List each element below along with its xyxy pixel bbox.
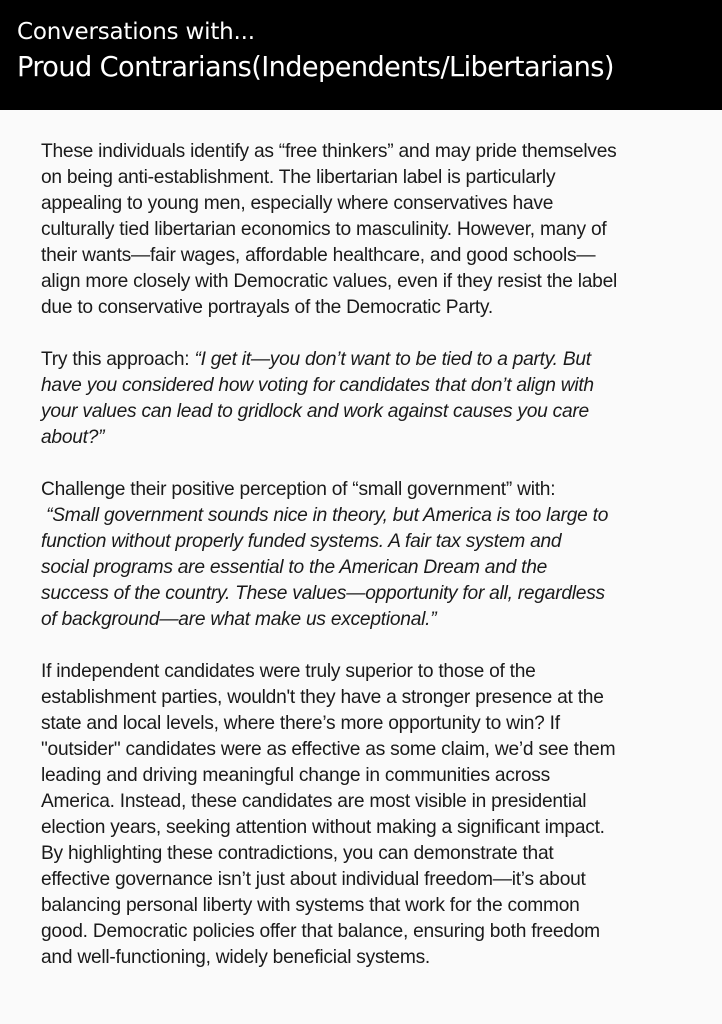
quote-line: function without properly funded systems. A fair tax system and [41,531,562,552]
text-line: and well-functioning, widely beneficial systems. [41,947,430,968]
text-line: By highlighting these contradictions, you can demonstrate that [41,843,554,864]
quote-line: about?” [41,427,105,448]
text-line: effective governance isn’t just about individual freedom—it’s about [41,869,586,890]
text-line: on being anti-establishment. The libertarian label is particularly [41,167,556,188]
challenge-lead: Challenge their positive perception of “small government” with: [41,479,556,500]
page-title: Proud Contrarians(Independents/Libertarians) [17,52,614,83]
text-line: "outsider" candidates were as effective as some claim, we’d see them [41,739,616,760]
text-line: due to conservative portrayals of the Democratic Party. [41,297,493,318]
quote-line: “Small government sounds nice in theory, but America is too large to [41,505,609,526]
paragraph-approach [41,347,686,451]
paragraph-closing [41,659,686,971]
text-line: election years, seeking attention without making a significant impact. [41,817,605,838]
text-line: balancing personal liberty with systems that work for the common [41,895,580,916]
text-line: establishment parties, wouldn't they have a stronger presence at the [41,687,604,708]
approach-quote-start: “I get it—you don’t want to be tied to a party. But [194,349,591,370]
paragraph-challenge [41,477,686,633]
text-line: leading and driving meaningful change in communities across [41,765,550,786]
text-line: These individuals identify as “free thinkers” and may pride themselves [41,141,617,162]
quote-line: social programs are essential to the American Dream and the [41,557,548,578]
text-line: If independent candidates were truly superior to those of the [41,661,536,682]
text-line: align more closely with Democratic values, even if they resist the label [41,271,618,292]
header-kicker: Conversations with... [17,19,255,45]
quote-line: success of the country. These values—opportunity for all, regardless [41,583,605,604]
text-line: state and local levels, where there’s more opportunity to win? If [41,713,560,734]
text-line: culturally tied libertarian economics to masculinity. However, many of [41,219,607,240]
text-line [41,347,686,373]
text-line: good. Democratic policies offer that balance, ensuring both freedom [41,921,600,942]
text-line: America. Instead, these candidates are most visible in presidential [41,791,587,812]
quote-line: your values can lead to gridlock and work against causes you care [41,401,589,422]
paragraph-intro [41,139,686,321]
quote-line: have you considered how voting for candidates that don’t align with [41,375,594,396]
text-line: appealing to young men, especially where conservatives have [41,193,554,214]
approach-lead: Try this approach: [41,349,195,370]
quote-line: of background—are what make us exceptional.” [41,609,437,630]
text-line: their wants—fair wages, affordable healthcare, and good schools— [41,245,596,266]
